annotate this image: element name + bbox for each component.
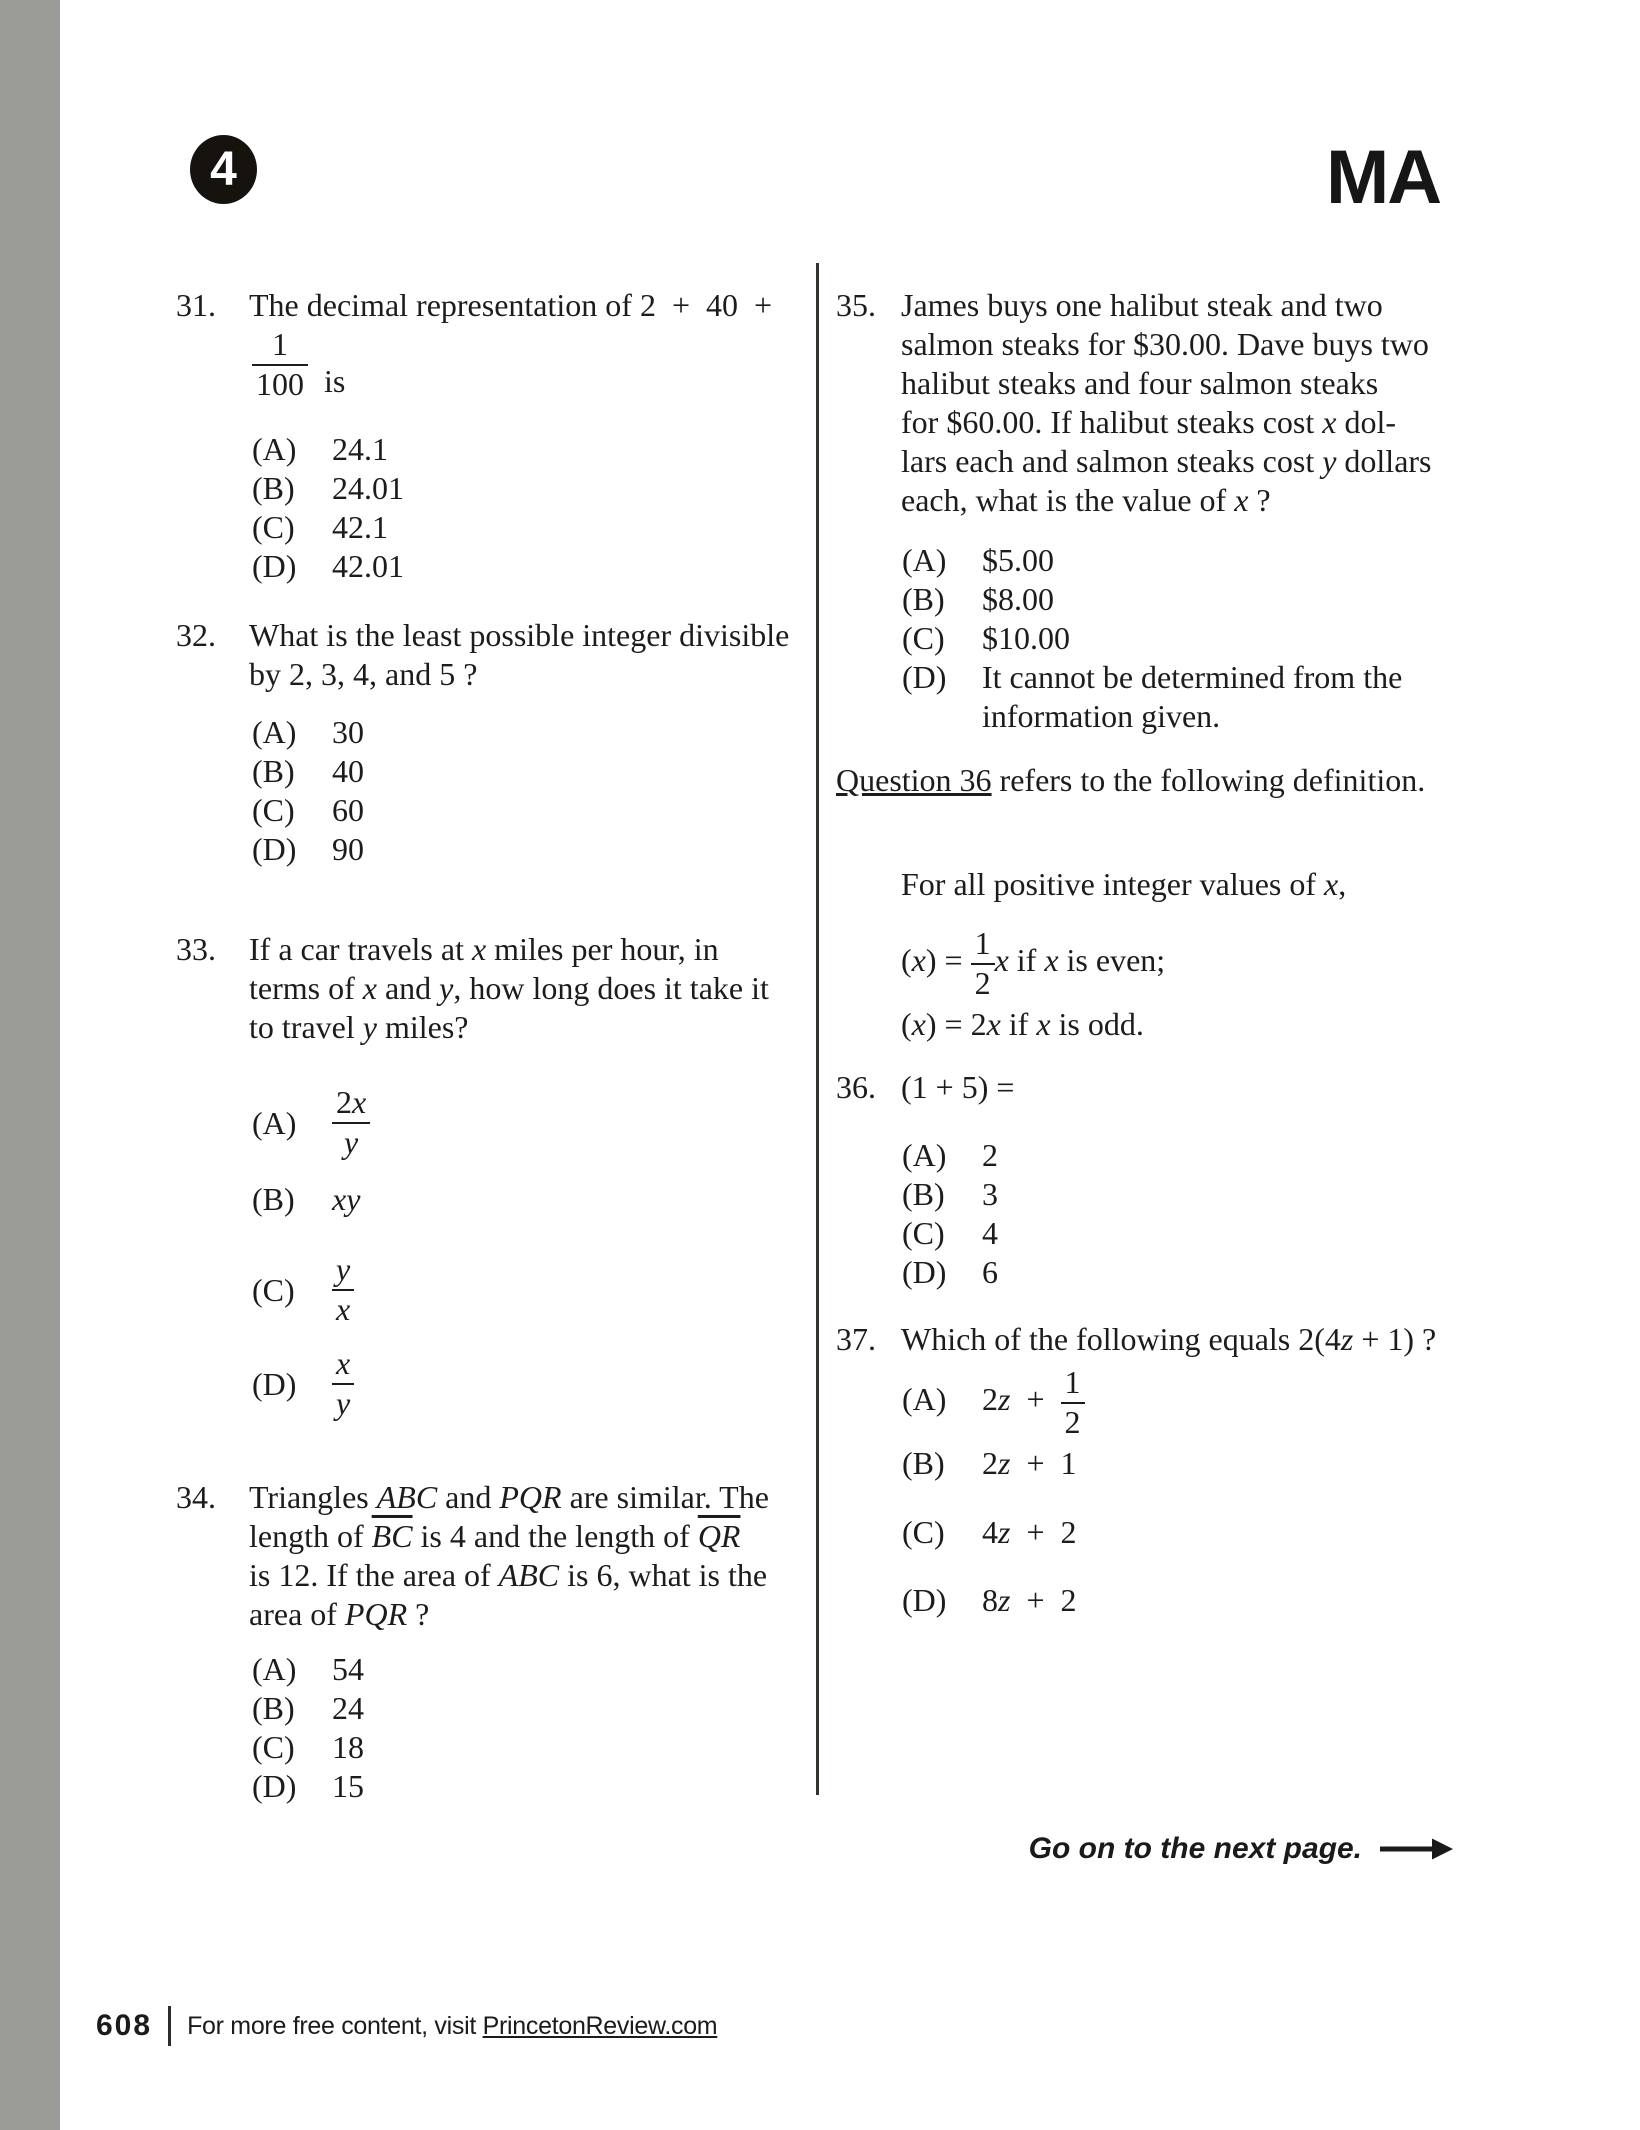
question-34-options bbox=[252, 1650, 364, 1806]
footer-note-text: For more free content, visit bbox=[187, 2011, 483, 2040]
option-row bbox=[252, 1650, 364, 1689]
question-31-options bbox=[252, 430, 404, 586]
option-label: (D) bbox=[252, 1365, 297, 1402]
footer-note bbox=[187, 2012, 717, 2041]
option-label: (C) bbox=[252, 1271, 295, 1308]
option-row bbox=[902, 541, 1402, 580]
fraction-denominator: 100 bbox=[252, 364, 308, 402]
option-value: 3 bbox=[982, 1176, 998, 1212]
option-row bbox=[252, 830, 364, 869]
question-number: 32. bbox=[176, 617, 216, 653]
option-label: (C) bbox=[252, 509, 295, 545]
option-label: (D) bbox=[902, 1582, 947, 1619]
option-row bbox=[902, 1175, 998, 1214]
option-label: (A) bbox=[252, 1104, 297, 1141]
option-label: (C) bbox=[902, 1215, 945, 1251]
option-row bbox=[902, 580, 1402, 619]
option-row bbox=[252, 469, 404, 508]
question-stem: The decimal representation of 2 + 40 + bbox=[249, 287, 773, 323]
option-value: $5.00 bbox=[982, 542, 1054, 578]
option-value: $10.00 bbox=[982, 620, 1070, 656]
option-row bbox=[252, 1767, 364, 1806]
option-value: 40 bbox=[332, 753, 364, 789]
question-37 bbox=[836, 1320, 1461, 1359]
question-36-reference-note: Question 36 refers to the following definition. bbox=[836, 762, 1426, 798]
option-value: 42.1 bbox=[332, 509, 388, 545]
option-row bbox=[902, 1513, 1085, 1552]
footer-divider bbox=[168, 2006, 171, 2046]
question-32-options bbox=[252, 713, 364, 869]
option-value: $\frac{x}{y}$ bbox=[332, 1347, 354, 1420]
option-label: (A) bbox=[902, 1137, 947, 1173]
question-36 bbox=[836, 1068, 1461, 1107]
option-value: 24.01 bbox=[332, 470, 404, 506]
question-35-options bbox=[902, 541, 1402, 736]
option-value: 60 bbox=[332, 792, 364, 828]
option-value: 2 bbox=[982, 1137, 998, 1173]
option-row bbox=[252, 752, 364, 791]
next-page-arrow-icon bbox=[1380, 1837, 1454, 1861]
option-value: 42.01 bbox=[332, 548, 404, 584]
option-label: (B) bbox=[252, 1181, 295, 1217]
option-row bbox=[252, 1728, 364, 1767]
question-number: 35. bbox=[836, 287, 876, 323]
option-row bbox=[902, 619, 1402, 658]
option-value: 4 bbox=[982, 1215, 998, 1251]
option-label: (A) bbox=[252, 714, 297, 750]
option-label: (A) bbox=[902, 542, 947, 578]
option-value: 8z + 2 bbox=[982, 1582, 1077, 1619]
option-value: 2z + $\frac{1}{2}$ bbox=[982, 1366, 1085, 1439]
question-33-options bbox=[252, 1086, 370, 1421]
option-label: (B) bbox=[252, 1690, 295, 1726]
question-stem: Triangles ABC and PQR are similar. The length of $\overline{BC}$ is 4 and the length of $\overline{QR}$ is 12. If the area of ABC is 6, what is the area of PQR ? bbox=[249, 1479, 769, 1632]
page-number: 608 bbox=[96, 2009, 153, 2042]
question-number: 34. bbox=[176, 1479, 216, 1515]
option-label: (C) bbox=[252, 1729, 295, 1765]
question-stem: (1 + 5) = bbox=[901, 1069, 1015, 1105]
footer-link[interactable]: PrincetonReview.com bbox=[482, 2011, 718, 2040]
option-row bbox=[252, 547, 404, 586]
page-gutter bbox=[0, 0, 60, 2130]
option-value: $\frac{2x}{y}$ bbox=[332, 1086, 370, 1159]
question-number: 33. bbox=[176, 931, 216, 967]
option-value: 90 bbox=[332, 831, 364, 867]
option-value: xy bbox=[332, 1181, 361, 1217]
option-value: 6 bbox=[982, 1254, 998, 1290]
option-row bbox=[252, 1253, 370, 1327]
definition-line-2: (x) = $\frac{1}{2}$ x if x is even; bbox=[901, 925, 1166, 1001]
option-value: $\frac{y}{x}$ bbox=[332, 1253, 354, 1326]
stem-suffix: is bbox=[324, 363, 346, 400]
option-row bbox=[902, 1214, 998, 1253]
option-value: 30 bbox=[332, 714, 364, 750]
option-label: (C) bbox=[902, 620, 945, 656]
option-label: (B) bbox=[902, 1445, 945, 1482]
option-row bbox=[252, 791, 364, 830]
option-label: (B) bbox=[252, 470, 295, 506]
option-row bbox=[902, 1253, 998, 1292]
question-number: 37. bbox=[836, 1321, 876, 1357]
option-value: 24.1 bbox=[332, 431, 388, 467]
option-row bbox=[252, 1689, 364, 1728]
section-number: 4 bbox=[210, 143, 237, 196]
option-row bbox=[902, 1444, 1085, 1483]
question-stem: What is the least possible integer divisible by 2, 3, 4, and 5 ? bbox=[249, 617, 790, 692]
definition-line-3: (x) = 2x if x is odd. bbox=[901, 1006, 1144, 1042]
fraction bbox=[252, 328, 308, 401]
option-row bbox=[252, 713, 364, 752]
option-row bbox=[902, 1581, 1085, 1620]
question-32 bbox=[176, 616, 809, 694]
question-31 bbox=[176, 286, 809, 325]
footer bbox=[96, 2006, 717, 2046]
column-divider bbox=[816, 263, 819, 1795]
masthead-title: MA bbox=[1326, 135, 1441, 220]
option-label: (B) bbox=[252, 753, 295, 789]
section-badge bbox=[190, 135, 257, 204]
option-row bbox=[252, 1180, 370, 1219]
option-row bbox=[902, 1366, 1085, 1439]
question-stem: James buys one halibut steak and two salmon steaks for $30.00. Dave buys two halibut steaks and four salmon steaks for $60.00. If halibut steaks cost x dol- lars each and salmon steaks cost y dollars each, what is the value of x ? bbox=[901, 287, 1432, 518]
option-label: (D) bbox=[252, 548, 297, 584]
question-stem: If a car travels at x miles per hour, in terms of x and y, how long does it take it to travel y miles? bbox=[249, 931, 769, 1045]
option-value: 2z + 1 bbox=[982, 1445, 1077, 1482]
option-value: It cannot be determined from the information given. bbox=[982, 659, 1403, 734]
option-row bbox=[252, 508, 404, 547]
option-label: (D) bbox=[902, 659, 947, 695]
question-34 bbox=[176, 1478, 809, 1634]
option-row bbox=[252, 1086, 370, 1160]
definition-line-1: For all positive integer values of x, bbox=[901, 866, 1347, 902]
option-label: (D) bbox=[902, 1254, 947, 1290]
question-number: 31. bbox=[176, 287, 216, 323]
option-label: (D) bbox=[252, 1768, 297, 1804]
option-value: $8.00 bbox=[982, 581, 1054, 617]
option-label: (C) bbox=[902, 1514, 945, 1551]
question-33 bbox=[176, 930, 809, 1047]
go-on-note bbox=[1029, 1832, 1454, 1866]
option-row bbox=[902, 658, 1402, 736]
option-label: (A) bbox=[252, 1651, 297, 1687]
question-31-fraction-line bbox=[252, 328, 345, 401]
option-label: (C) bbox=[252, 792, 295, 828]
question-37-options bbox=[902, 1366, 1085, 1620]
go-on-text: Go on to the next page. bbox=[1028, 1832, 1362, 1865]
option-value: 15 bbox=[332, 1768, 364, 1804]
question-number: 36. bbox=[836, 1069, 876, 1105]
option-label: (A) bbox=[252, 431, 297, 467]
question-stem: Which of the following equals 2(4z + 1) ? bbox=[901, 1321, 1437, 1357]
option-label: (A) bbox=[902, 1380, 947, 1417]
question-35 bbox=[836, 286, 1461, 520]
option-value: 24 bbox=[332, 1690, 364, 1726]
option-label: (D) bbox=[252, 831, 297, 867]
option-value: 54 bbox=[332, 1651, 364, 1687]
fraction-numerator: 1 bbox=[272, 326, 288, 362]
option-row bbox=[252, 1347, 370, 1421]
option-row bbox=[902, 1136, 998, 1175]
option-label: (B) bbox=[902, 1176, 945, 1212]
option-row bbox=[252, 430, 404, 469]
question-36-options bbox=[902, 1136, 998, 1292]
option-label: (B) bbox=[902, 581, 945, 617]
option-value: 4z + 2 bbox=[982, 1514, 1077, 1551]
option-value: 18 bbox=[332, 1729, 364, 1765]
